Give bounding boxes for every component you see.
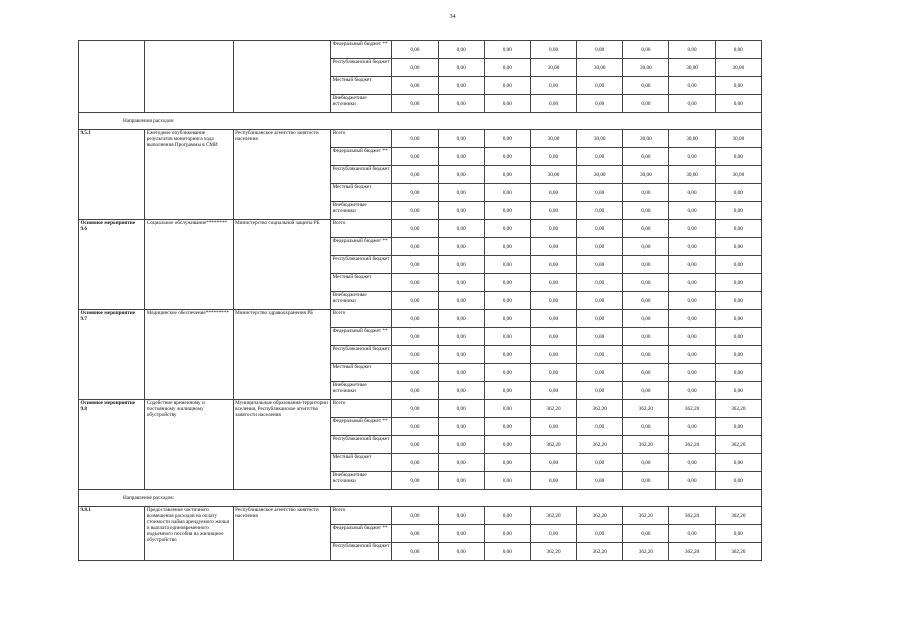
funding-source: Внебюджетные источники	[331, 202, 392, 220]
amount-cell: 30,00	[715, 59, 761, 77]
funding-source: Федеральный бюджет **	[331, 525, 392, 543]
measure-executor: Муниципальные образования-территории вселения, Республиканское агентство занятости населения	[233, 400, 330, 490]
amount-cell: 0,00	[715, 328, 761, 346]
amount-cell: 362,20	[669, 400, 715, 418]
amount-cell: 0,00	[577, 328, 623, 346]
amount-cell: 362,20	[715, 400, 761, 418]
amount-cell: 0,00	[577, 364, 623, 382]
amount-cell: 0,00	[438, 310, 484, 328]
amount-cell: 0,00	[577, 77, 623, 95]
amount-cell: 362,20	[669, 543, 715, 561]
amount-cell: 0,00	[577, 525, 623, 543]
amount-cell: 0,00	[577, 220, 623, 238]
amount-cell: 0,00	[530, 274, 576, 292]
amount-cell: 0,00	[392, 292, 438, 310]
amount-cell: 362,20	[623, 400, 669, 418]
amount-cell: 0,00	[669, 256, 715, 274]
amount-cell: 362,20	[669, 436, 715, 454]
amount-cell: 0,00	[392, 346, 438, 364]
amount-cell: 0,00	[484, 41, 530, 59]
table-row	[79, 400, 762, 418]
amount-cell: 0,00	[438, 41, 484, 59]
table-row	[79, 41, 762, 59]
amount-cell: 362,20	[669, 507, 715, 525]
amount-cell: 0,00	[530, 292, 576, 310]
amount-cell: 0,00	[623, 202, 669, 220]
table-row	[79, 507, 762, 525]
amount-cell: 0,00	[715, 525, 761, 543]
amount-cell: 0,00	[623, 41, 669, 59]
amount-cell: 30,00	[715, 130, 761, 148]
amount-cell: 0,00	[484, 454, 530, 472]
amount-cell: 0,00	[715, 256, 761, 274]
amount-cell: 362,20	[530, 507, 576, 525]
section-label: Направление расходов:	[79, 490, 762, 507]
amount-cell: 0,00	[577, 202, 623, 220]
amount-cell: 0,00	[623, 454, 669, 472]
amount-cell: 0,00	[623, 328, 669, 346]
measure-name: Медицинское обеспечение*********	[145, 310, 233, 400]
amount-cell: 0,00	[623, 525, 669, 543]
amount-cell: 0,00	[438, 346, 484, 364]
amount-cell: 0,00	[623, 220, 669, 238]
amount-cell: 30,00	[669, 166, 715, 184]
amount-cell: 0,00	[438, 382, 484, 400]
amount-cell: 0,00	[530, 41, 576, 59]
amount-cell: 0,00	[530, 202, 576, 220]
funding-source: Местный бюджет	[331, 454, 392, 472]
amount-cell: 0,00	[530, 346, 576, 364]
amount-cell: 0,00	[530, 418, 576, 436]
amount-cell: 0,00	[577, 310, 623, 328]
amount-cell: 0,00	[577, 274, 623, 292]
funding-source: Внебюджетные источники	[331, 382, 392, 400]
measure-name: Социальное обслуживание********	[145, 220, 233, 310]
funding-source: Местный бюджет	[331, 77, 392, 95]
amount-cell: 0,00	[392, 382, 438, 400]
measure-executor: Министерство здравоохранения РБ	[233, 310, 330, 400]
amount-cell: 0,00	[669, 274, 715, 292]
amount-cell: 0,00	[577, 454, 623, 472]
amount-cell: 0,00	[577, 184, 623, 202]
amount-cell: 0,00	[715, 184, 761, 202]
funding-source: Местный бюджет	[331, 364, 392, 382]
funding-source: Всего	[331, 220, 392, 238]
amount-cell: 30,00	[669, 59, 715, 77]
amount-cell: 0,00	[623, 310, 669, 328]
amount-cell: 0,00	[669, 292, 715, 310]
amount-cell: 0,00	[484, 95, 530, 113]
amount-cell: 0,00	[392, 59, 438, 77]
amount-cell: 0,00	[669, 525, 715, 543]
table-row	[79, 220, 762, 238]
funding-source: Местный бюджет	[331, 184, 392, 202]
amount-cell: 0,00	[392, 166, 438, 184]
amount-cell: 362,20	[530, 543, 576, 561]
amount-cell: 0,00	[577, 95, 623, 113]
amount-cell: 0,00	[392, 202, 438, 220]
amount-cell: 0,00	[715, 310, 761, 328]
amount-cell: 0,00	[438, 543, 484, 561]
amount-cell: 0,00	[438, 472, 484, 490]
amount-cell: 0,00	[715, 274, 761, 292]
funding-source: Республиканский бюджет	[331, 436, 392, 454]
budget-table	[78, 40, 762, 561]
amount-cell: 0,00	[392, 256, 438, 274]
amount-cell: 0,00	[715, 472, 761, 490]
amount-cell: 0,00	[623, 95, 669, 113]
measure-name	[145, 41, 233, 113]
amount-cell: 0,00	[438, 292, 484, 310]
page-number: 34	[449, 14, 456, 20]
amount-cell: 0,00	[438, 238, 484, 256]
amount-cell: 0,00	[715, 364, 761, 382]
amount-cell: 0,00	[438, 202, 484, 220]
amount-cell: 0,00	[530, 472, 576, 490]
amount-cell: 30,00	[715, 166, 761, 184]
amount-cell: 0,00	[484, 130, 530, 148]
amount-cell: 0,00	[669, 77, 715, 95]
amount-cell: 30,00	[623, 59, 669, 77]
amount-cell: 0,00	[438, 95, 484, 113]
amount-cell: 0,00	[438, 328, 484, 346]
amount-cell: 0,00	[530, 454, 576, 472]
amount-cell: 0,00	[715, 148, 761, 166]
amount-cell: 362,20	[577, 543, 623, 561]
funding-source: Федеральный бюджет **	[331, 328, 392, 346]
amount-cell: 0,00	[530, 220, 576, 238]
measure-executor: Республиканское агентство занятости населения	[233, 130, 330, 220]
amount-cell: 0,00	[438, 507, 484, 525]
amount-cell: 0,00	[669, 382, 715, 400]
amount-cell: 0,00	[530, 77, 576, 95]
amount-cell: 0,00	[577, 256, 623, 274]
amount-cell: 0,00	[715, 220, 761, 238]
section-label: Направления расходов:	[79, 113, 762, 130]
amount-cell: 362,20	[530, 436, 576, 454]
section-row	[79, 113, 762, 130]
amount-cell: 0,00	[577, 292, 623, 310]
amount-cell: 0,00	[438, 220, 484, 238]
amount-cell: 30,00	[577, 130, 623, 148]
amount-cell: 0,00	[484, 238, 530, 256]
amount-cell: 0,00	[623, 184, 669, 202]
amount-cell: 0,00	[530, 525, 576, 543]
amount-cell: 0,00	[438, 184, 484, 202]
measure-executor: Республиканское агентство занятости населения	[233, 507, 330, 561]
amount-cell: 0,00	[715, 382, 761, 400]
amount-cell: 0,00	[392, 95, 438, 113]
funding-source: Местный бюджет	[331, 274, 392, 292]
amount-cell: 0,00	[484, 436, 530, 454]
amount-cell: 0,00	[438, 256, 484, 274]
table-row	[79, 310, 762, 328]
amount-cell: 0,00	[438, 418, 484, 436]
amount-cell: 0,00	[392, 418, 438, 436]
amount-cell: 30,00	[623, 130, 669, 148]
amount-cell: 362,20	[577, 507, 623, 525]
funding-source: Федеральный бюджет **	[331, 41, 392, 59]
amount-cell: 0,00	[392, 400, 438, 418]
amount-cell: 0,00	[484, 166, 530, 184]
amount-cell: 0,00	[715, 95, 761, 113]
amount-cell: 0,00	[715, 41, 761, 59]
amount-cell: 0,00	[484, 202, 530, 220]
amount-cell: 0,00	[577, 418, 623, 436]
amount-cell: 0,00	[484, 418, 530, 436]
amount-cell: 0,00	[392, 364, 438, 382]
amount-cell: 362,20	[623, 436, 669, 454]
amount-cell: 0,00	[392, 310, 438, 328]
funding-source: Внебюджетные источники	[331, 472, 392, 490]
measure-executor	[233, 41, 330, 113]
amount-cell: 0,00	[530, 184, 576, 202]
measure-code: Основное мероприятие 9.8	[79, 400, 145, 490]
section-row	[79, 490, 762, 507]
amount-cell: 0,00	[438, 59, 484, 77]
measure-code: 9.5.1	[79, 130, 145, 220]
amount-cell: 0,00	[438, 274, 484, 292]
amount-cell: 0,00	[392, 148, 438, 166]
amount-cell: 0,00	[392, 436, 438, 454]
amount-cell: 0,00	[438, 77, 484, 95]
amount-cell: 0,00	[669, 148, 715, 166]
amount-cell: 0,00	[669, 95, 715, 113]
funding-source: Всего	[331, 507, 392, 525]
amount-cell: 0,00	[438, 130, 484, 148]
amount-cell: 0,00	[623, 418, 669, 436]
amount-cell: 0,00	[530, 148, 576, 166]
budget-table-body	[79, 41, 762, 561]
amount-cell: 362,20	[577, 436, 623, 454]
measure-name: Ежегодное опубликование результатов мониторинга хода выполнения Программы в СМИ	[145, 130, 233, 220]
amount-cell: 0,00	[392, 454, 438, 472]
funding-source: Республиканский бюджет	[331, 59, 392, 77]
amount-cell: 0,00	[484, 256, 530, 274]
amount-cell: 0,00	[669, 238, 715, 256]
amount-cell: 0,00	[715, 418, 761, 436]
amount-cell: 362,20	[715, 543, 761, 561]
amount-cell: 0,00	[623, 382, 669, 400]
table-row	[79, 130, 762, 148]
amount-cell: 0,00	[669, 364, 715, 382]
measure-code	[79, 41, 145, 113]
amount-cell: 0,00	[484, 543, 530, 561]
amount-cell: 0,00	[484, 328, 530, 346]
amount-cell: 0,00	[669, 418, 715, 436]
amount-cell: 0,00	[715, 202, 761, 220]
amount-cell: 0,00	[484, 292, 530, 310]
amount-cell: 30,00	[530, 166, 576, 184]
amount-cell: 0,00	[484, 59, 530, 77]
amount-cell: 0,00	[438, 436, 484, 454]
amount-cell: 0,00	[484, 400, 530, 418]
amount-cell: 0,00	[623, 292, 669, 310]
amount-cell: 0,00	[669, 184, 715, 202]
amount-cell: 0,00	[530, 364, 576, 382]
amount-cell: 0,00	[530, 256, 576, 274]
amount-cell: 362,20	[577, 400, 623, 418]
funding-source: Республиканский бюджет	[331, 346, 392, 364]
amount-cell: 0,00	[623, 274, 669, 292]
amount-cell: 362,20	[623, 543, 669, 561]
amount-cell: 0,00	[530, 382, 576, 400]
amount-cell: 0,00	[715, 346, 761, 364]
amount-cell: 0,00	[669, 202, 715, 220]
amount-cell: 0,00	[577, 238, 623, 256]
amount-cell: 0,00	[669, 310, 715, 328]
funding-source: Всего	[331, 310, 392, 328]
amount-cell: 0,00	[669, 472, 715, 490]
funding-source: Республиканский бюджет	[331, 256, 392, 274]
amount-cell: 0,00	[623, 472, 669, 490]
funding-source: Федеральный бюджет **	[331, 238, 392, 256]
amount-cell: 0,00	[392, 130, 438, 148]
amount-cell: 0,00	[715, 292, 761, 310]
amount-cell: 0,00	[484, 77, 530, 95]
amount-cell: 362,20	[530, 400, 576, 418]
amount-cell: 0,00	[669, 41, 715, 59]
measure-name: Предоставление частичного возмещения расходов на оплату стоимости найма арендуемого жилья и выплата единовременного подъемного пособия на жилищное обустройство	[145, 507, 233, 561]
amount-cell: 0,00	[530, 310, 576, 328]
amount-cell: 0,00	[530, 328, 576, 346]
amount-cell: 0,00	[484, 472, 530, 490]
amount-cell: 0,00	[577, 346, 623, 364]
amount-cell: 0,00	[392, 525, 438, 543]
amount-cell: 0,00	[623, 256, 669, 274]
amount-cell: 0,00	[392, 41, 438, 59]
amount-cell: 0,00	[669, 220, 715, 238]
funding-source: Республиканский бюджет	[331, 166, 392, 184]
amount-cell: 0,00	[392, 328, 438, 346]
amount-cell: 0,00	[392, 184, 438, 202]
amount-cell: 0,00	[577, 148, 623, 166]
amount-cell: 0,00	[484, 274, 530, 292]
amount-cell: 0,00	[484, 382, 530, 400]
amount-cell: 0,00	[484, 364, 530, 382]
measure-executor: Министерство социальной защиты РБ	[233, 220, 330, 310]
amount-cell: 0,00	[484, 525, 530, 543]
amount-cell: 0,00	[530, 238, 576, 256]
funding-source: Федеральный бюджет **	[331, 148, 392, 166]
amount-cell: 30,00	[577, 166, 623, 184]
amount-cell: 0,00	[623, 148, 669, 166]
amount-cell: 0,00	[392, 77, 438, 95]
amount-cell: 0,00	[392, 472, 438, 490]
amount-cell: 0,00	[438, 166, 484, 184]
measure-code: Основное мероприятие 9.6	[79, 220, 145, 310]
amount-cell: 0,00	[438, 400, 484, 418]
amount-cell: 0,00	[392, 507, 438, 525]
amount-cell: 0,00	[484, 346, 530, 364]
measure-name: Содействие временному и постоянному жилищному обустройству	[145, 400, 233, 490]
amount-cell: 0,00	[438, 364, 484, 382]
amount-cell: 0,00	[623, 77, 669, 95]
amount-cell: 0,00	[438, 525, 484, 543]
amount-cell: 30,00	[623, 166, 669, 184]
funding-source: Федеральный бюджет **	[331, 418, 392, 436]
amount-cell: 0,00	[484, 507, 530, 525]
amount-cell: 30,00	[577, 59, 623, 77]
measure-code: 9.8.1	[79, 507, 145, 561]
amount-cell: 0,00	[484, 310, 530, 328]
amount-cell: 362,20	[715, 436, 761, 454]
funding-source: Республиканский бюджет	[331, 543, 392, 561]
amount-cell: 0,00	[623, 364, 669, 382]
amount-cell: 0,00	[392, 543, 438, 561]
amount-cell: 0,00	[438, 454, 484, 472]
amount-cell: 0,00	[392, 220, 438, 238]
amount-cell: 0,00	[623, 346, 669, 364]
amount-cell: 0,00	[669, 328, 715, 346]
funding-source: Внебюджетные источники	[331, 95, 392, 113]
measure-code: Основное мероприятие 9.7	[79, 310, 145, 400]
amount-cell: 362,20	[623, 507, 669, 525]
amount-cell: 0,00	[484, 184, 530, 202]
amount-cell: 0,00	[669, 346, 715, 364]
amount-cell: 0,00	[484, 148, 530, 166]
amount-cell: 0,00	[715, 238, 761, 256]
amount-cell: 0,00	[669, 454, 715, 472]
amount-cell: 0,00	[438, 148, 484, 166]
funding-source: Всего	[331, 400, 392, 418]
amount-cell: 0,00	[623, 238, 669, 256]
amount-cell: 0,00	[392, 274, 438, 292]
funding-source: Всего	[331, 130, 392, 148]
amount-cell: 0,00	[530, 95, 576, 113]
amount-cell: 0,00	[484, 220, 530, 238]
amount-cell: 0,00	[715, 454, 761, 472]
funding-source: Внебюджетные источники	[331, 292, 392, 310]
amount-cell: 0,00	[715, 77, 761, 95]
amount-cell: 30,00	[530, 59, 576, 77]
amount-cell: 0,00	[577, 382, 623, 400]
amount-cell: 362,20	[715, 507, 761, 525]
amount-cell: 30,00	[530, 130, 576, 148]
amount-cell: 0,00	[577, 472, 623, 490]
amount-cell: 30,00	[669, 130, 715, 148]
amount-cell: 0,00	[392, 238, 438, 256]
amount-cell: 0,00	[577, 41, 623, 59]
